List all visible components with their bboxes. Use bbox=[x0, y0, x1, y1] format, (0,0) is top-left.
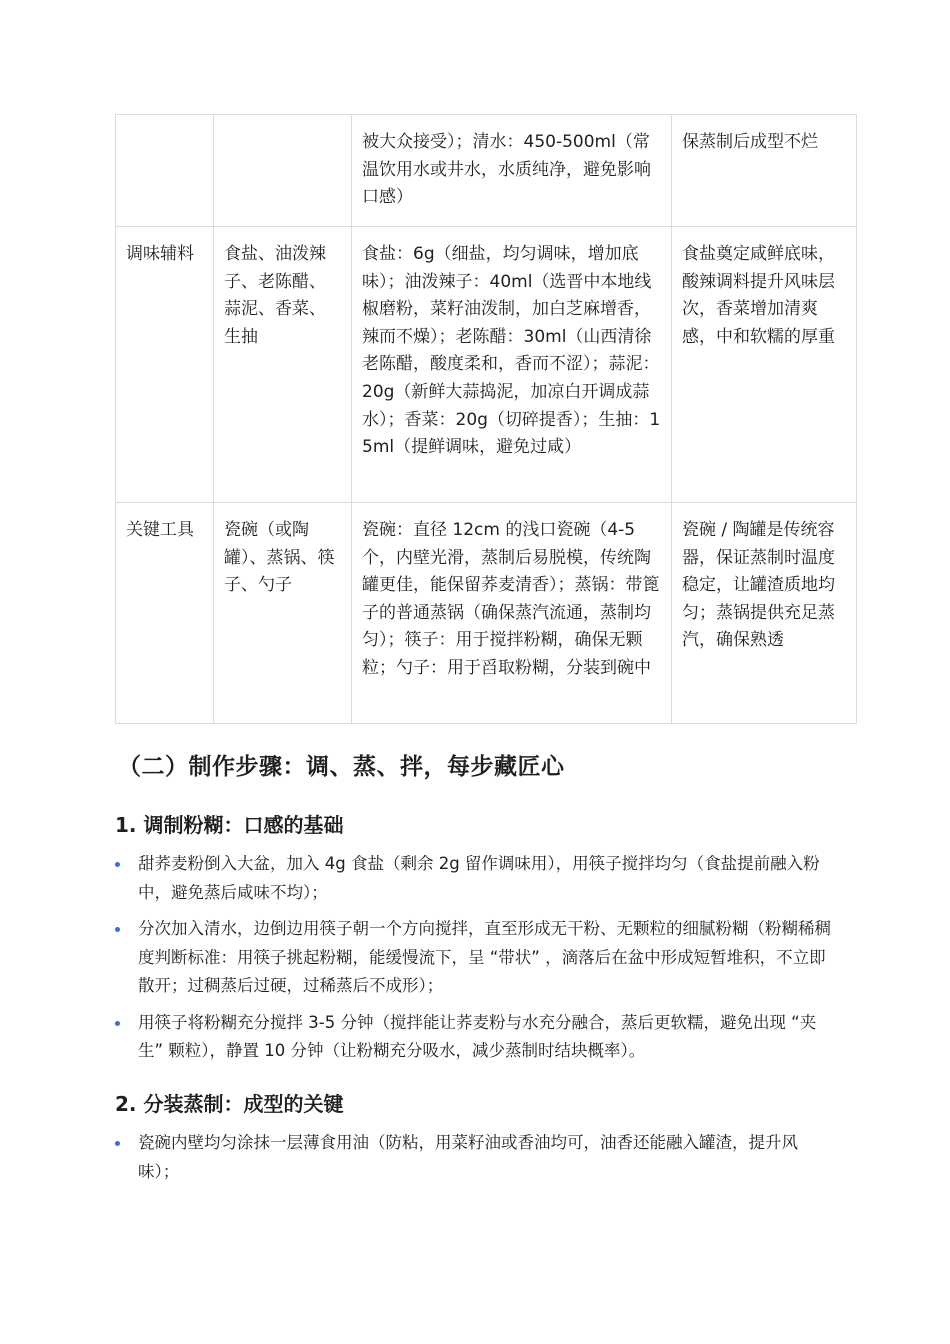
list-item bbox=[115, 1009, 835, 1066]
bullet-icon bbox=[115, 862, 120, 867]
bullet-icon bbox=[115, 1021, 120, 1026]
list-item-text: 甜荞麦粉倒入大盆，加入 4g 食盐（剩余 2g 留作调味用），用筷子搅拌均匀（食盐提前融入粉中，避免蒸后咸味不均）； bbox=[138, 854, 820, 902]
list-item bbox=[115, 850, 835, 907]
bullet-icon bbox=[115, 1141, 120, 1146]
table-cell-category: 调味辅料 bbox=[116, 227, 214, 503]
table-cell-effect: 保蒸制后成型不烂 bbox=[672, 115, 857, 227]
section-heading: （二）制作步骤：调、蒸、拌，每步藏匠心 bbox=[118, 754, 565, 780]
table-cell-detail: 被大众接受）；清水：450-500ml（常温饮用水或井水，水质纯净，避免影响口感） bbox=[352, 115, 672, 227]
table-cell-items bbox=[214, 115, 352, 227]
table-cell-items: 瓷碗（或陶罐）、蒸锅、筷子、勺子 bbox=[214, 503, 352, 724]
bullet-icon bbox=[115, 927, 120, 932]
list-item bbox=[115, 1129, 835, 1186]
step-heading: 1. 调制粉糊：口感的基础 bbox=[115, 813, 344, 837]
table-row bbox=[116, 115, 857, 227]
step-bullet-list bbox=[115, 1129, 835, 1194]
table-cell-items: 食盐、油泼辣子、老陈醋、蒜泥、香菜、生抽 bbox=[214, 227, 352, 503]
step-heading: 2. 分装蒸制：成型的关键 bbox=[115, 1092, 344, 1116]
table-row bbox=[116, 227, 857, 503]
list-item-text: 用筷子将粉糊充分搅拌 3-5 分钟（搅拌能让荞麦粉与水充分融合，蒸后更软糯，避免出现 “夹生” 颗粒），静置 10 分钟（让粉糊充分吸水，减少蒸制时结块概率）。 bbox=[138, 1012, 817, 1060]
table-cell-category bbox=[116, 115, 214, 227]
table-cell-category: 关键工具 bbox=[116, 503, 214, 724]
list-item-text: 分次加入清水，边倒边用筷子朝一个方向搅拌，直至形成无干粉、无颗粒的细腻粉糊（粉糊稀稠度判断标准：用筷子挑起粉糊，能缓慢流下，呈 “带状” ，滴落后在盆中形成短暂堆积，不立即散开；过稠蒸后过硬，过稀蒸后不成形）； bbox=[138, 919, 831, 995]
list-item bbox=[115, 915, 835, 1001]
table-cell-effect: 食盐奠定咸鲜底味，酸辣调料提升风味层次，香菜增加清爽感，中和软糯的厚重 bbox=[672, 227, 857, 503]
list-item-text: 瓷碗内壁均匀涂抹一层薄食用油（防粘，用菜籽油或香油均可，油香还能融入罐渣，提升风味）； bbox=[138, 1133, 798, 1181]
table-cell-detail: 食盐：6g（细盐，均匀调味，增加底味）；油泼辣子：40ml（选晋中本地线椒磨粉，菜籽油泼制，加白芝麻增香，辣而不燥）；老陈醋：30ml（山西清徐老陈醋，酸度柔和，香而不涩）；蒜泥：20g（新鲜大蒜捣泥，加凉白开调成蒜水）；香菜：20g（切碎提香）；生抽：15ml（提鲜调味，避免过咸） bbox=[352, 227, 672, 503]
table-cell-detail: 瓷碗：直径 12cm 的浅口瓷碗（4-5 个，内壁光滑，蒸制后易脱模，传统陶罐更佳，能保留荞麦清香）；蒸锅：带篦子的普通蒸锅（确保蒸汽流通，蒸制均匀）；筷子：用于搅拌粉糊，确保无颗粒；勺子：用于舀取粉糊，分装到碗中 bbox=[352, 503, 672, 724]
table-row bbox=[116, 503, 857, 724]
table-cell-effect: 瓷碗 / 陶罐是传统容器，保证蒸制时温度稳定，让罐渣质地均匀；蒸锅提供充足蒸汽，确保熟透 bbox=[672, 503, 857, 724]
ingredients-table bbox=[115, 114, 857, 724]
step-bullet-list bbox=[115, 850, 835, 1074]
